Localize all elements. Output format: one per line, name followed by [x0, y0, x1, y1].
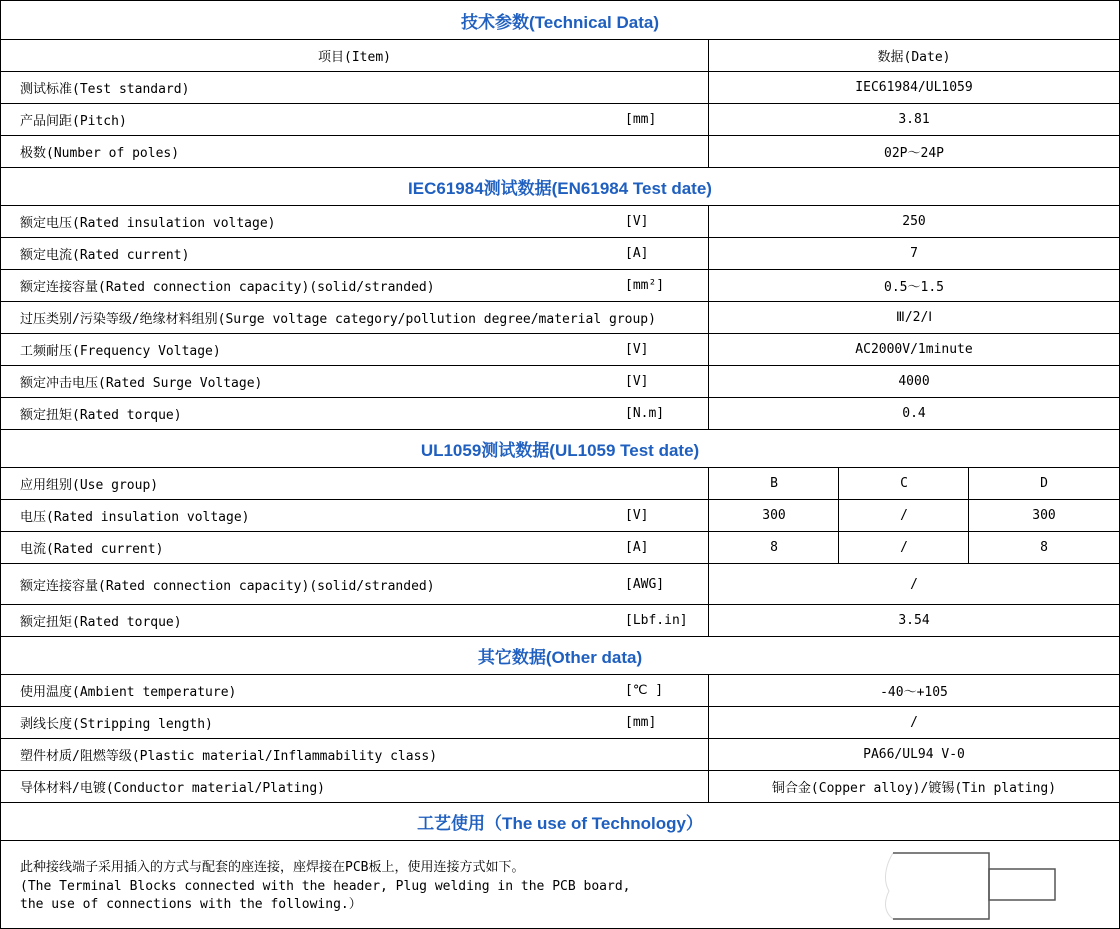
- row-unit: [A]: [625, 540, 649, 555]
- row-item: 电压(Rated insulation voltage): [20, 510, 250, 525]
- section-title-technology: [1, 803, 1119, 841]
- row-unit: [A]: [625, 246, 649, 261]
- row-value: AC2000V/1minute: [708, 334, 1119, 365]
- row-item: 塑件材质/阻燃等级(Plastic material/Inflammability class): [20, 749, 438, 764]
- row-value: 0.5～1.5: [708, 270, 1119, 301]
- table-row: [1, 270, 1119, 302]
- section-title-technical: [1, 1, 1119, 40]
- section-title-ul: [1, 430, 1119, 468]
- row-unit: [mm]: [625, 715, 657, 730]
- note-line-cn: 此种接线端子采用插入的方式与配套的座连接，座焊接在PCB板上，使用连接方式如下。: [20, 860, 525, 875]
- row-item: 电流(Rated current): [20, 542, 164, 557]
- row-unit: [V]: [625, 508, 649, 523]
- table-row: [1, 564, 1119, 605]
- row-unit: [AWG]: [625, 576, 665, 592]
- table-row: [1, 334, 1119, 366]
- row-item: 额定电压(Rated insulation voltage): [20, 216, 276, 231]
- table-row: [1, 366, 1119, 398]
- row-item: 额定电流(Rated current): [20, 248, 190, 263]
- value-c: /: [838, 532, 969, 563]
- value-d: 8: [968, 532, 1119, 563]
- row-value: 02P～24P: [708, 136, 1119, 167]
- row-item: 产品间距(Pitch): [20, 114, 127, 129]
- row-value: 7: [708, 238, 1119, 269]
- section-title-text: IEC61984测试数据(EN61984 Test date): [408, 179, 712, 198]
- row-item: 剥线长度(Stripping length): [20, 717, 213, 732]
- table-row: [1, 136, 1119, 168]
- table-row: [1, 398, 1119, 430]
- row-item: 应用组别(Use group): [20, 478, 159, 493]
- row-item: 使用温度(Ambient temperature): [20, 685, 237, 700]
- row-unit: [mm²]: [625, 278, 665, 293]
- table-row: [1, 206, 1119, 238]
- section-title-iec: [1, 168, 1119, 206]
- row-value: 铜合金(Copper alloy)/镀锡(Tin plating): [708, 771, 1119, 802]
- row-item: 额定扭矩(Rated torque): [20, 408, 182, 423]
- value-b: 8: [708, 532, 839, 563]
- row-item: 额定连接容量(Rated connection capacity)(solid/stranded): [20, 578, 435, 594]
- stripped-wire-icon: [881, 851, 1061, 921]
- row-value: 3.54: [708, 605, 1119, 636]
- technology-note-row: [1, 841, 1119, 928]
- section-title-text: 工艺使用（The use of Technology）: [417, 814, 703, 833]
- row-value: /: [708, 564, 1119, 604]
- table-row: [1, 72, 1119, 104]
- section-title-text: 技术参数(Technical Data): [460, 12, 660, 32]
- section-title-other: [1, 637, 1119, 675]
- table-row: [1, 771, 1119, 803]
- row-value: 3.81: [708, 104, 1119, 135]
- value-d: 300: [968, 500, 1119, 531]
- row-value: 4000: [708, 366, 1119, 397]
- row-unit: [V]: [625, 214, 649, 229]
- row-value: 0.4: [708, 398, 1119, 429]
- row-unit: [℃ ]: [625, 683, 664, 698]
- note-line-en-1: (The Terminal Blocks connected with the header, Plug welding in the PCB board,: [20, 878, 631, 894]
- row-value: 250: [708, 206, 1119, 237]
- table-row-use-group: [1, 468, 1119, 500]
- row-unit: [N.m]: [625, 406, 665, 421]
- row-unit: [V]: [625, 342, 649, 357]
- table-row: [1, 532, 1119, 564]
- row-item: 额定扭矩(Rated torque): [20, 615, 182, 630]
- row-unit: [mm]: [625, 112, 657, 127]
- row-value: -40～+105: [708, 675, 1119, 706]
- row-item: 额定连接容量(Rated connection capacity)(solid/stranded): [20, 280, 435, 295]
- group-d: D: [968, 468, 1119, 499]
- table-row: [1, 739, 1119, 771]
- row-unit: [V]: [625, 374, 649, 389]
- row-item: 额定冲击电压(Rated Surge Voltage): [20, 376, 263, 391]
- header-item: 项目(Item): [318, 50, 391, 65]
- table-row: [1, 302, 1119, 334]
- row-item: 测试标准(Test standard): [20, 82, 190, 97]
- table-row: [1, 707, 1119, 739]
- row-unit: [Lbf.in]: [625, 613, 688, 628]
- row-value: /: [708, 707, 1119, 738]
- technology-note: [20, 859, 630, 915]
- table-header-row: [1, 40, 1119, 72]
- value-c: /: [838, 500, 969, 531]
- group-b: B: [708, 468, 839, 499]
- table-row: [1, 238, 1119, 270]
- value-b: 300: [708, 500, 839, 531]
- table-row: [1, 104, 1119, 136]
- table-row: [1, 500, 1119, 532]
- row-value: IEC61984/UL1059: [708, 72, 1119, 103]
- row-item: 过压类别/污染等级/绝缘材料组别(Surge voltage category/pollution degree/material group): [20, 312, 656, 327]
- header-data: 数据(Date): [708, 40, 1119, 71]
- note-line-en-2: the use of connections with the following.）: [20, 897, 362, 912]
- section-title-text: UL1059测试数据(UL1059 Test date): [420, 441, 700, 460]
- row-value: Ⅲ/2/Ⅰ: [708, 302, 1119, 333]
- row-value: PA66/UL94 V-0: [708, 739, 1119, 770]
- table-row: [1, 675, 1119, 707]
- row-item: 工频耐压(Frequency Voltage): [20, 344, 221, 359]
- group-c: C: [838, 468, 969, 499]
- row-item: 极数(Number of poles): [20, 146, 180, 161]
- table-row: [1, 605, 1119, 637]
- section-title-text: 其它数据(Other data): [477, 648, 643, 667]
- row-item: 导体材料/电镀(Conductor material/Plating): [20, 781, 325, 796]
